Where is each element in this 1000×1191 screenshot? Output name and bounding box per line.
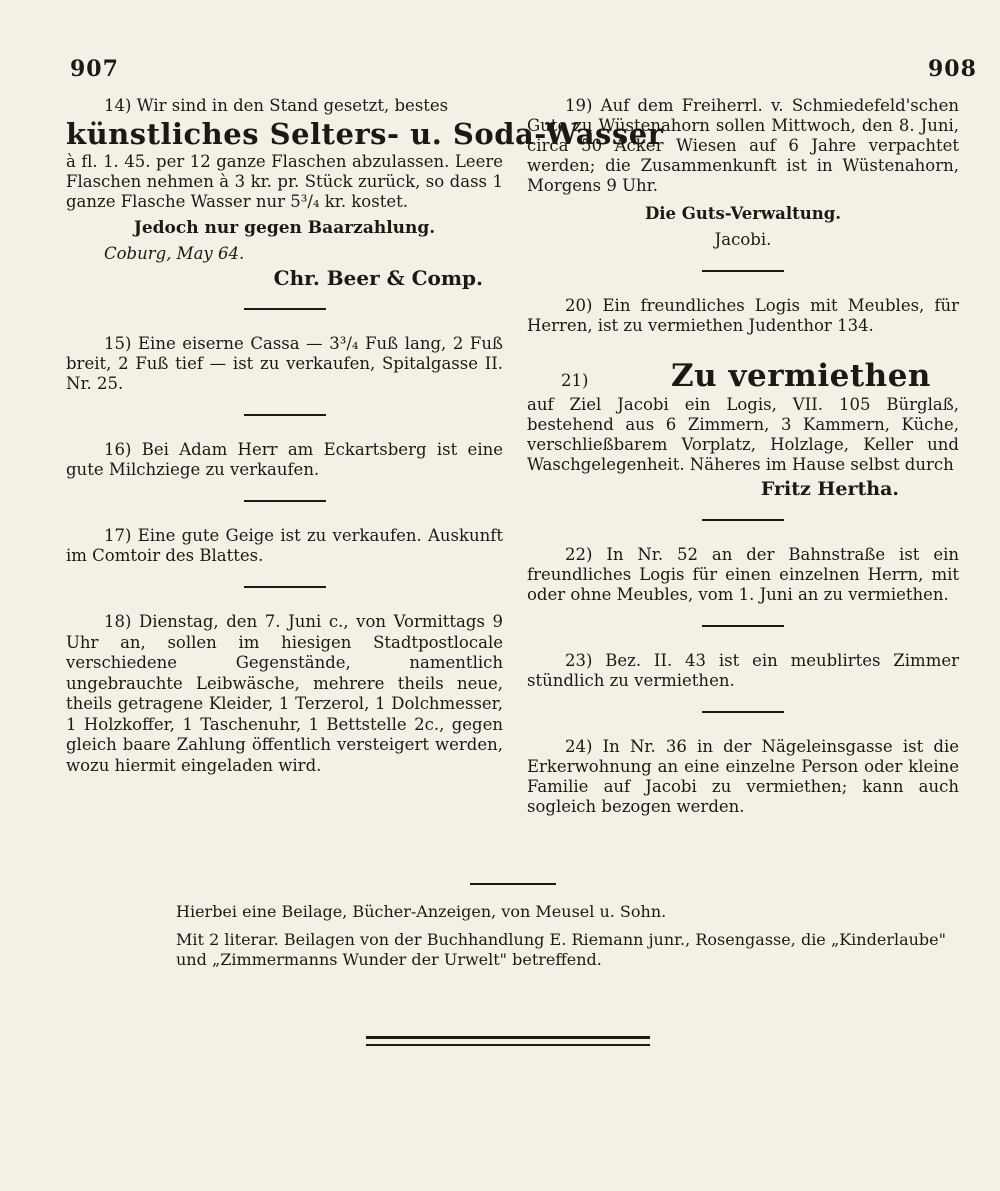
divider xyxy=(244,308,326,310)
page-number-left: 907 xyxy=(70,56,119,82)
ad-14-condition: Jedoch nur gegen Baarzahlung. xyxy=(133,218,436,238)
footer-line-2: Mit 2 literar. Beilagen von der Buchhandlung E. Riemann junr., Rosengasse, die „Kinderlaube" und „Zimmermanns Wunder der Urwelt" betreffend. xyxy=(176,930,946,969)
divider xyxy=(244,586,326,588)
ad-20-text: 20) Ein freundliches Logis mit Meubles, für Herren, ist zu vermiethen Judenthor 134. xyxy=(527,296,959,335)
footer-line-1: Hierbei eine Beilage, Bücher-Anzeigen, von Meusel u. Sohn. xyxy=(176,902,667,921)
ad-24 xyxy=(527,737,959,817)
divider xyxy=(702,711,784,713)
page-number-right: 908 xyxy=(928,56,977,82)
divider xyxy=(702,270,784,272)
ad-14 xyxy=(66,96,664,290)
ad-19-name: Jacobi. xyxy=(714,230,772,249)
ad-22 xyxy=(527,545,959,605)
ad-19-signature: Die Guts-Verwaltung. xyxy=(644,204,841,223)
ad-14-signature: Chr. Beer & Comp. xyxy=(273,266,483,290)
ad-21-heading xyxy=(527,358,959,394)
ad-21 xyxy=(527,358,959,500)
ad-21-text: auf Ziel Jacobi ein Logis, VII. 105 Bürglaß, bestehend aus 6 Zimmern, 3 Kammern, Küche, verschließbarem Vorplatz, Holzlage, Keller und Waschgelegenheit. Näheres im Hause selbst durch xyxy=(527,395,959,474)
ad-21-signature: Fritz Hertha. xyxy=(760,478,899,500)
ad-19 xyxy=(527,96,959,250)
divider xyxy=(244,414,326,416)
divider xyxy=(244,500,326,502)
ad-14-body: à fl. 1. 45. per 12 ganze Flaschen abzulassen. Leere Flaschen nehmen à 3 kr. pr. Stück zurück, so dass 1 ganze Flasche Wasser nur 5³/₄ kr. kostet. xyxy=(66,152,503,211)
ad-16 xyxy=(66,440,503,480)
ad-14-place-date: Coburg, May 64. xyxy=(104,244,245,263)
ad-17-text: 17) Eine gute Geige ist zu verkaufen. Auskunft im Comtoir des Blattes. xyxy=(66,526,503,565)
right-column xyxy=(527,96,959,817)
ad-22-text: 22) In Nr. 52 an der Bahnstraße ist ein freundliches Logis für einen einzelnen Herrn, mit oder ohne Meubles, vom 1. Juni an zu vermiethen. xyxy=(527,545,959,604)
ad-18 xyxy=(66,612,503,776)
ad-19-text: 19) Auf dem Freiherrl. v. Schmiedefeld'schen Gute zu Wüstenahorn sollen Mittwoch, den 8. Juni, circa 50 Acker Wiesen auf 6 Jahre verpachtet werden; die Zusammenkunft ist in Wüstenahorn, Morgens 9 Uhr. xyxy=(527,96,959,195)
ad-21-title: Zu vermiethen xyxy=(671,358,931,394)
ad-16-text: 16) Bei Adam Herr am Eckartsberg ist eine gute Milchziege zu verkaufen. xyxy=(66,440,503,479)
end-double-rule xyxy=(366,1036,650,1046)
divider xyxy=(702,519,784,521)
ad-17 xyxy=(66,526,503,566)
ad-18-text: 18) Dienstag, den 7. Juni c., von Vormittags 9 Uhr an, sollen im hiesigen Stadtpostlocale verschiedene Gegenstände, namentlich ungebrauchte Leibwäsche, mehrere theils neue, theils getragene Kleider, 1 Terzerol, 1 Dolchmesser, 1 Holzkoffer, 1 Taschenuhr, 1 Bettstelle 2c., gegen gleich baare Zahlung öffentlich versteigert werden, wozu hiermit eingeladen wird. xyxy=(66,612,503,775)
ad-15 xyxy=(66,334,503,394)
footer-divider xyxy=(470,883,556,885)
ad-24-text: 24) In Nr. 36 in der Nägeleinsgasse ist die Erkerwohnung an eine einzelne Person oder kleine Familie auf Jacobi zu vermiethen; kann auch sogleich bezogen werden. xyxy=(527,737,959,816)
ad-21-number: 21) xyxy=(561,371,589,390)
ad-14-intro: 14) Wir sind in den Stand gesetzt, bestes xyxy=(104,96,449,115)
ad-23-text: 23) Bez. II. 43 ist ein meublirtes Zimmer stündlich zu vermiethen. xyxy=(527,651,959,690)
ad-14-headline: künstliches Selters- u. Soda-Wasser xyxy=(66,117,664,151)
footer-supplement-note xyxy=(160,902,960,970)
divider xyxy=(702,625,784,627)
ad-20 xyxy=(527,296,959,336)
ad-23 xyxy=(527,651,959,691)
ad-15-text: 15) Eine eiserne Cassa — 3³/₄ Fuß lang, 2 Fuß breit, 2 Fuß tief — ist zu verkaufen, Spitalgasse II. Nr. 25. xyxy=(66,334,503,393)
